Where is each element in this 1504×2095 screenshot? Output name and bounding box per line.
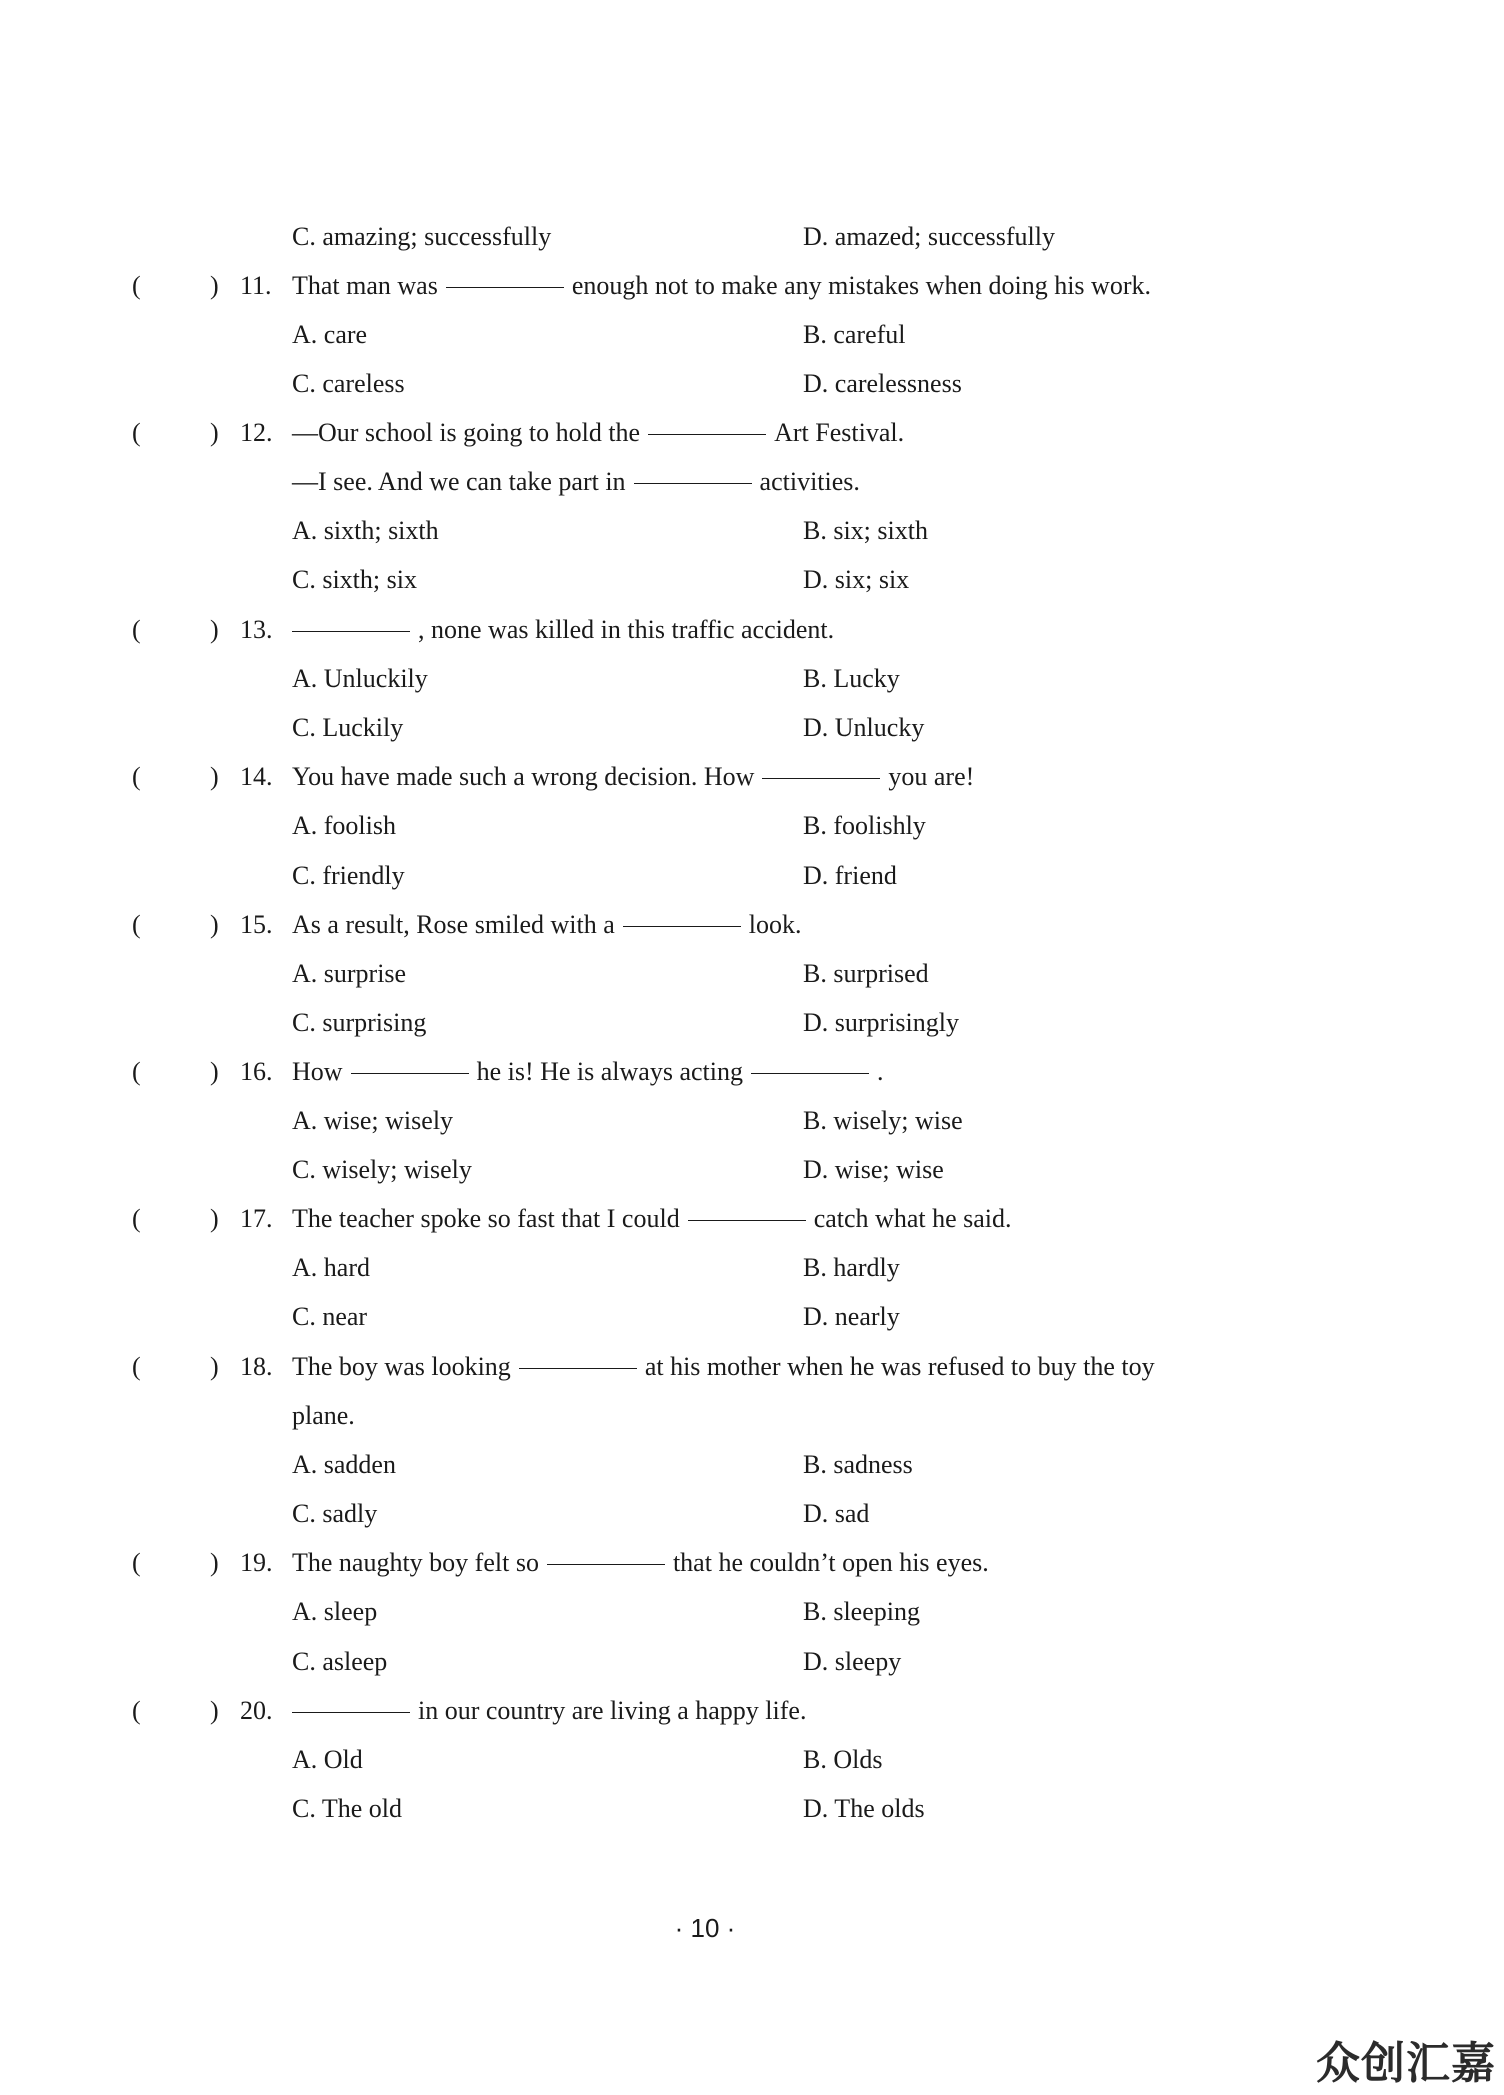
answer-blank xyxy=(292,630,410,632)
q18-option-b: B. sadness xyxy=(803,1450,913,1479)
q15-options-ab xyxy=(0,949,1504,998)
answer-paren-open: ( xyxy=(132,910,141,939)
answer-paren-close: ) xyxy=(210,1204,219,1233)
answer-blank xyxy=(351,1072,469,1074)
q12-option-a: A. sixth; sixth xyxy=(292,516,439,545)
question-stem: As a result, Rose smiled with a look. xyxy=(292,910,802,939)
q20-option-b: B. Olds xyxy=(803,1745,883,1774)
q16-option-a: A. wise; wisely xyxy=(292,1106,454,1135)
answer-paren-close: ) xyxy=(210,1696,219,1725)
answer-paren-open: ( xyxy=(132,1204,141,1233)
q11-option-b: B. careful xyxy=(803,320,906,349)
question-number: 11. xyxy=(240,271,272,300)
answer-blank xyxy=(648,433,766,435)
q20-option-c: C. The old xyxy=(292,1794,403,1823)
answer-paren-open: ( xyxy=(132,418,141,447)
q12-option-c: C. sixth; six xyxy=(292,565,417,594)
q13-option-c: C. Luckily xyxy=(292,713,404,742)
question-number: 17. xyxy=(240,1204,273,1233)
answer-blank xyxy=(634,482,752,484)
answer-paren-close: ) xyxy=(210,418,219,447)
q12-options-cd xyxy=(0,555,1504,604)
question-stem: That man was enough not to make any mistakes when doing his work. xyxy=(292,271,1151,300)
question-stem: The boy was looking at his mother when he was refused to buy the toy xyxy=(292,1352,1155,1381)
q17-option-c: C. near xyxy=(292,1302,368,1331)
q16-options-cd xyxy=(0,1145,1504,1194)
answer-paren-open: ( xyxy=(132,1696,141,1725)
q12-option-b: B. six; sixth xyxy=(803,516,928,545)
q19-options-cd xyxy=(0,1637,1504,1686)
q10-option-d: D. amazed; successfully xyxy=(803,222,1055,251)
answer-paren-close: ) xyxy=(210,1352,219,1381)
q14-option-a: A. foolish xyxy=(292,811,396,840)
answer-paren-close: ) xyxy=(210,1057,219,1086)
q18-option-a: A. sadden xyxy=(292,1450,396,1479)
answer-paren-open: ( xyxy=(132,615,141,644)
question-stem: in our country are living a happy life. xyxy=(292,1686,806,1735)
answer-paren-open: ( xyxy=(132,271,141,300)
answer-blank xyxy=(751,1072,869,1074)
q12-stem xyxy=(0,408,1504,457)
q15-stem xyxy=(0,900,1504,949)
answer-paren-close: ) xyxy=(210,910,219,939)
q20-option-d: D. The olds xyxy=(803,1794,925,1823)
question-number: 16. xyxy=(240,1057,273,1086)
question-number: 12. xyxy=(240,418,273,447)
answer-paren-close: ) xyxy=(210,762,219,791)
q13-option-d: D. Unlucky xyxy=(803,713,925,742)
q15-option-c: C. surprising xyxy=(292,1008,427,1037)
question-number: 20. xyxy=(240,1696,273,1725)
q12-stem-reply xyxy=(0,457,1504,506)
q17-stem xyxy=(0,1194,1504,1243)
question-number: 13. xyxy=(240,615,273,644)
answer-paren-close: ) xyxy=(210,1548,219,1577)
q11-stem xyxy=(0,261,1504,310)
q14-option-b: B. foolishly xyxy=(803,811,926,840)
q10-option-c: C. amazing; successfully xyxy=(292,222,552,251)
q18-option-d: D. sad xyxy=(803,1499,870,1528)
question-number: 15. xyxy=(240,910,273,939)
q18-options-cd xyxy=(0,1489,1504,1538)
answer-blank xyxy=(446,286,564,288)
answer-paren-open: ( xyxy=(132,1548,141,1577)
watermark-logo: 众创汇嘉 xyxy=(1316,2038,1496,2089)
q14-stem xyxy=(0,752,1504,801)
q19-option-c: C. asleep xyxy=(292,1647,388,1676)
q19-option-b: B. sleeping xyxy=(803,1597,920,1626)
q19-stem xyxy=(0,1538,1504,1587)
q17-option-d: D. nearly xyxy=(803,1302,900,1331)
q17-option-a: A. hard xyxy=(292,1253,370,1282)
q16-option-c: C. wisely; wisely xyxy=(292,1155,472,1184)
q14-options-ab xyxy=(0,801,1504,850)
q15-option-b: B. surprised xyxy=(803,959,929,988)
q13-option-b: B. Lucky xyxy=(803,664,900,693)
answer-blank xyxy=(547,1563,665,1565)
q11-option-c: C. careless xyxy=(292,369,405,398)
q20-options-ab xyxy=(0,1735,1504,1784)
q13-options-ab xyxy=(0,654,1504,703)
q16-option-d: D. wise; wise xyxy=(803,1155,944,1184)
question-stem: —Our school is going to hold the Art Festival. xyxy=(292,418,905,447)
q20-options-cd xyxy=(0,1784,1504,1833)
q18-option-c: C. sadly xyxy=(292,1499,378,1528)
q13-options-cd xyxy=(0,703,1504,752)
q11-options-ab xyxy=(0,310,1504,359)
page-number: · 10 · xyxy=(674,1913,736,1943)
q17-options-ab xyxy=(0,1243,1504,1292)
question-stem-continued: plane. xyxy=(292,1401,355,1430)
answer-blank xyxy=(292,1711,410,1713)
answer-paren-open: ( xyxy=(132,1352,141,1381)
question-number: 19. xyxy=(240,1548,273,1577)
q18-stem-continued xyxy=(0,1391,1504,1440)
q14-options-cd xyxy=(0,851,1504,900)
q14-option-d: D. friend xyxy=(803,861,897,890)
q20-option-a: A. Old xyxy=(292,1745,363,1774)
answer-blank xyxy=(688,1219,806,1221)
q12-options-ab xyxy=(0,506,1504,555)
q11-option-d: D. carelessness xyxy=(803,369,962,398)
answer-paren-close: ) xyxy=(210,615,219,644)
q17-options-cd xyxy=(0,1292,1504,1341)
q19-option-a: A. sleep xyxy=(292,1597,378,1626)
q15-option-a: A. surprise xyxy=(292,959,407,988)
answer-paren-close: ) xyxy=(210,271,219,300)
q13-stem xyxy=(0,605,1504,654)
question-stem: You have made such a wrong decision. How you are! xyxy=(292,762,975,791)
q11-option-a: A. care xyxy=(292,320,368,349)
q11-options-cd xyxy=(0,359,1504,408)
q18-stem xyxy=(0,1342,1504,1391)
question-stem: The teacher spoke so fast that I could catch what he said. xyxy=(292,1204,1012,1233)
answer-paren-open: ( xyxy=(132,762,141,791)
q19-option-d: D. sleepy xyxy=(803,1647,902,1676)
question-stem: , none was killed in this traffic accident. xyxy=(292,605,834,654)
q16-options-ab xyxy=(0,1096,1504,1145)
question-stem: The naughty boy felt so that he couldn’t open his eyes. xyxy=(292,1548,989,1577)
question-stem-reply: —I see. And we can take part in activities. xyxy=(292,467,860,496)
q14-option-c: C. friendly xyxy=(292,861,405,890)
question-number: 18. xyxy=(240,1352,273,1381)
answer-blank xyxy=(519,1367,637,1369)
q10-options-cd xyxy=(0,212,1504,261)
question-stem: How he is! He is always acting . xyxy=(292,1057,884,1086)
q15-option-d: D. surprisingly xyxy=(803,1008,959,1037)
q16-stem xyxy=(0,1047,1504,1096)
q15-options-cd xyxy=(0,998,1504,1047)
q17-option-b: B. hardly xyxy=(803,1253,900,1282)
answer-blank xyxy=(623,925,741,927)
q20-stem xyxy=(0,1686,1504,1735)
q16-option-b: B. wisely; wise xyxy=(803,1106,963,1135)
question-number: 14. xyxy=(240,762,273,791)
q19-options-ab xyxy=(0,1587,1504,1636)
q13-option-a: A. Unluckily xyxy=(292,664,428,693)
answer-paren-open: ( xyxy=(132,1057,141,1086)
answer-blank xyxy=(762,777,880,779)
q18-options-ab xyxy=(0,1440,1504,1489)
q12-option-d: D. six; six xyxy=(803,565,910,594)
